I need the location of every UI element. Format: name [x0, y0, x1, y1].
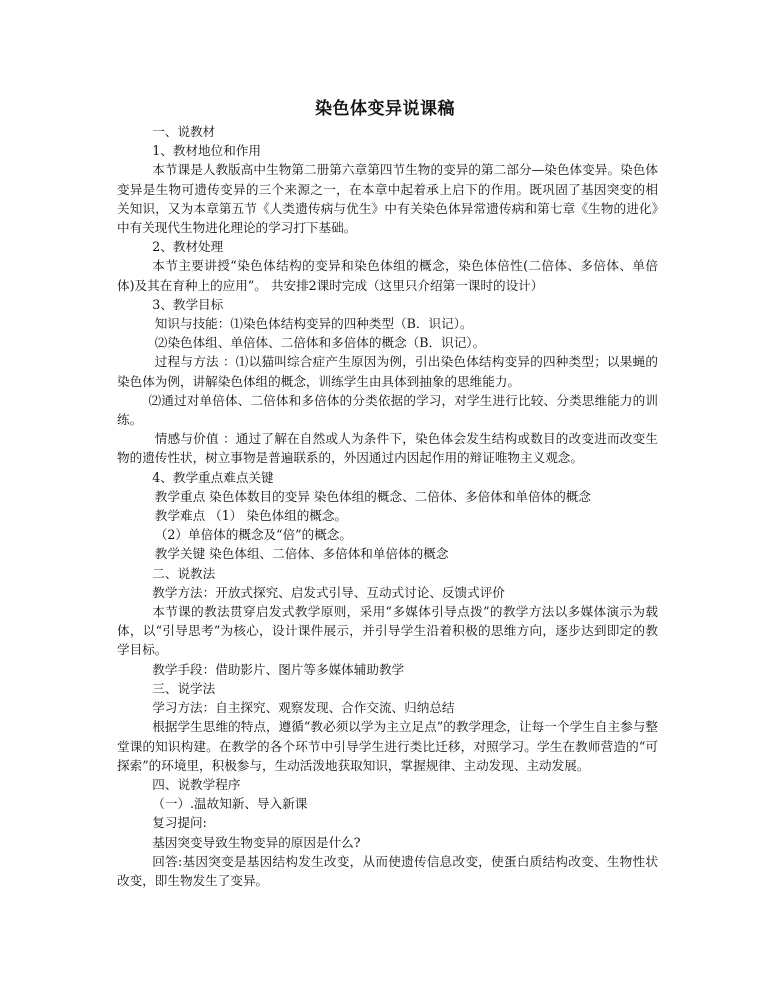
paragraph: 情感与价值 ：通过了解在自然或人为条件下，染色体会发生结构或数目的改变进而改变生物的遗传性状，树立事物是普遍联系的，外因通过内因起作用的辩证唯物主义观念。: [117, 431, 658, 466]
paragraph: ⑵通过对单倍体、二倍体和多倍体的分类依据的学习，对学生进行比较、分类思维能力的训练。: [117, 392, 658, 428]
paragraph: 3、教学目标: [152, 296, 224, 312]
paragraph: （一）.温故知新、导入新课: [152, 796, 308, 812]
paragraph: ⑵染色体组、单倍体、二倍体和多倍体的概念（B．识记）。: [154, 335, 486, 351]
paragraph: 本节主要讲授“染色体结构的变异和染色体组的概念，染色体倍性(二倍体、多倍体、单倍体)及其在育种上的应用”。 共安排2课时完成（这里只介绍第一课时的设计）: [117, 258, 658, 293]
paragraph: 四、说教学程序: [152, 776, 241, 792]
paragraph: 教学重点 染色体数目的变异 染色体组的概念、二倍体、多倍体和单倍体的概念: [154, 488, 591, 504]
paragraph: 4、教学重点难点关键: [152, 469, 274, 485]
paragraph: 教学方法：开放式探究、启发式引导、互动式讨论、反馈式评价: [152, 584, 505, 600]
paragraph: 教学手段：借助影片、图片等多媒体辅助教学: [152, 661, 405, 677]
paragraph: 教学关键 染色体组、二倍体、多倍体和单倍体的概念: [154, 546, 449, 562]
document-title: 染色体变异说课稿: [315, 99, 455, 119]
document-body: [117, 122, 658, 890]
paragraph: 知识与技能：⑴染色体结构变异的四种类型（B．识记）。: [154, 316, 473, 332]
paragraph: 回答:基因突变是基因结构发生改变，从而使遗传信息改变，使蛋白质结构改变、生物性状改变，即生物发生了变异。: [117, 853, 658, 888]
paragraph: 学习方法：自主探究、观察发现、合作交流、归纳总结: [152, 700, 455, 716]
paragraph: 二、说教法: [152, 565, 216, 581]
paragraph: 一、说教材: [152, 124, 216, 139]
paragraph: 教学难点 （1） 染色体组的概念。: [154, 508, 348, 524]
paragraph: 本节课的教法贯穿启发式教学原则，采用“多媒体引导点拨”的教学方法以多媒体演示为载体，以“引导思考”为核心，设计课件展示，并引导学生沿着积极的思维方向，逐步达到即定的教学目标。: [117, 604, 658, 658]
paragraph: 1、教材地位和作用: [152, 143, 262, 159]
paragraph: 本节课是人教版高中生物第二册第六章第四节生物的变异的第二部分—染色体变异。染色体变异是生物可遗传变异的三个来源之一，在本章中起着承上启下的作用。既巩固了基因突变的相关知识，又为本章第五节《人类遗传病与优生》中有关染色体异常遗传病和第七章《生物的进化》中有关现代生物进化理论的学习打下基础。: [117, 162, 658, 236]
paragraph: 基因突变导致生物变异的原因是什么?: [152, 834, 361, 850]
paragraph: 根据学生思维的特点，遵循“教必须以学为主立足点”的教学理念，让每一个学生自主参与整堂课的知识构建。在教学的各个环节中引导学生进行类比迁移，对照学习。学生在教师营造的“可探索”的环境里，积极参与，生动活泼地获取知识，掌握规律、主动发现、主动发展。: [117, 719, 658, 773]
paragraph: 2、教材处理: [152, 239, 224, 255]
paragraph: 过程与方法 ：⑴以猫叫综合症产生原因为例，引出染色体结构变异的四种类型；以果蝇的染色体为例，讲解染色体组的概念，训练学生由具体到抽象的思维能力。: [117, 354, 658, 389]
paragraph: 复习提问:: [152, 815, 207, 831]
paragraph: （2）单倍体的概念及“倍”的概念。: [154, 527, 352, 543]
paragraph: 三、说学法: [152, 680, 216, 696]
